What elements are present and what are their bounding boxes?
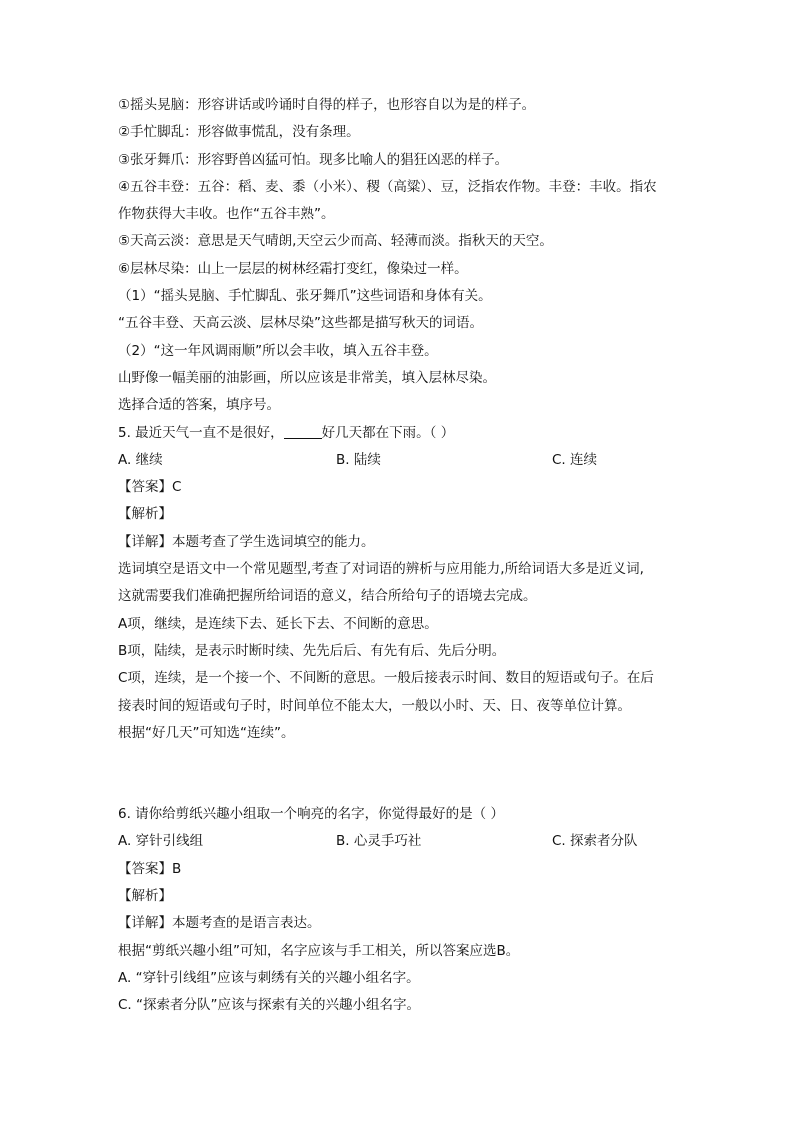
- page-content: [118, 92, 678, 1020]
- text-line: 根据“好几天”可知选“连续”。: [118, 724, 295, 741]
- question-5: [118, 420, 678, 748]
- question-options: [118, 828, 678, 855]
- option-a: A. 穿针引线组: [118, 833, 204, 850]
- option-b: B. 陆续: [336, 451, 381, 468]
- text-line: C项，连续，是一个接一个、不间断的意思。一般后接表示时间、数目的短语或句子。在后: [118, 670, 654, 687]
- text-line: ②手忙脚乱：形容做事慌乱，没有条理。: [118, 124, 360, 141]
- text-line: ⑥层林尽染：山上一层层的树林经霜打变红，像染过一样。: [118, 260, 468, 277]
- answer-label: 【答案】C: [118, 479, 182, 496]
- question-6: [118, 801, 678, 1019]
- question-stem: 6. 请你给剪纸兴趣小组取一个响亮的名字，你觉得最好的是（ ）: [118, 806, 504, 823]
- text-line: C. “探索者分队”应该与探索有关的兴趣小组名字。: [118, 997, 420, 1014]
- option-b: B. 心灵手巧社: [336, 833, 422, 850]
- text-line: 作物获得大丰收。也作“五谷丰熟”。: [118, 206, 335, 223]
- text-line: ⑤天高云淡：意思是天气晴朗,天空云少而高、轻薄而淡。指秋天的天空。: [118, 233, 553, 250]
- question-options: [118, 447, 678, 474]
- text-line: （2）“这一年风调雨顺”所以会丰收，填入五谷丰登。: [118, 342, 438, 359]
- option-c: C. 连续: [552, 451, 598, 468]
- analysis-label: 【解析】: [118, 506, 172, 523]
- text-line: A项，继续，是连续下去、延长下去、不间断的意思。: [118, 615, 438, 632]
- text-line: ③张牙舞爪：形容野兽凶猛可怕。现多比喻人的猖狂凶恶的样子。: [118, 151, 509, 168]
- fill-blank: [284, 424, 322, 439]
- text-line: 接表时间的短语或句子时，时间单位不能太大，一般以小时、天、日、夜等单位计算。: [118, 697, 631, 714]
- text-line: “五谷丰登、天高云淡、层林尽染”这些都是描写秋天的词语。: [118, 315, 483, 332]
- option-c: C. 探索者分队: [552, 833, 638, 850]
- question-stem: [118, 420, 678, 447]
- text-line: 选择合适的答案，填序号。: [118, 397, 280, 414]
- analysis-label: 【解析】: [118, 888, 172, 905]
- text-line: A. “穿针引线组”应该与刺绣有关的兴趣小组名字。: [118, 969, 420, 986]
- text-line: 这就需要我们准确把握所给词语的意义，结合所给句子的语境去完成。: [118, 588, 537, 605]
- text-line: 根据“剪纸兴趣小组”可知，名字应该与手工相关，所以答案应选B。: [118, 942, 520, 959]
- stem-before-blank: 5. 最近天气一直不是很好，: [118, 424, 284, 441]
- text-line: 山野像一幅美丽的油影画，所以应该是非常美，填入层林尽染。: [118, 369, 496, 386]
- text-line: B项，陆续，是表示时断时续、先先后后、有先有后、先后分明。: [118, 642, 506, 659]
- spacer: [118, 747, 678, 801]
- option-a: A. 继续: [118, 451, 163, 468]
- idiom-explanations: [118, 92, 678, 420]
- stem-after-blank: 好几天都在下雨。（ ）: [321, 424, 455, 441]
- text-line: 【详解】本题考查了学生选词填空的能力。: [118, 533, 375, 550]
- text-line: ①摇头晃脑：形容讲话或吟诵时自得的样子，也形容自以为是的样子。: [118, 97, 536, 113]
- text-line: 【详解】本题考查的是语言表达。: [118, 915, 321, 932]
- text-line: （1）“摇头晃脑、手忙脚乱、张牙舞爪”这些词语和身体有关。: [118, 288, 492, 305]
- answer-label: 【答案】B: [118, 860, 182, 877]
- text-line: ④五谷丰登：五谷：稻、麦、黍（小米）、稷（高粱）、豆，泛指农作物。丰登：丰收。指农: [118, 178, 657, 195]
- text-line: 选词填空是语文中一个常见题型,考查了对词语的辨析与应用能力,所给词语大多是近义词,: [118, 561, 644, 578]
